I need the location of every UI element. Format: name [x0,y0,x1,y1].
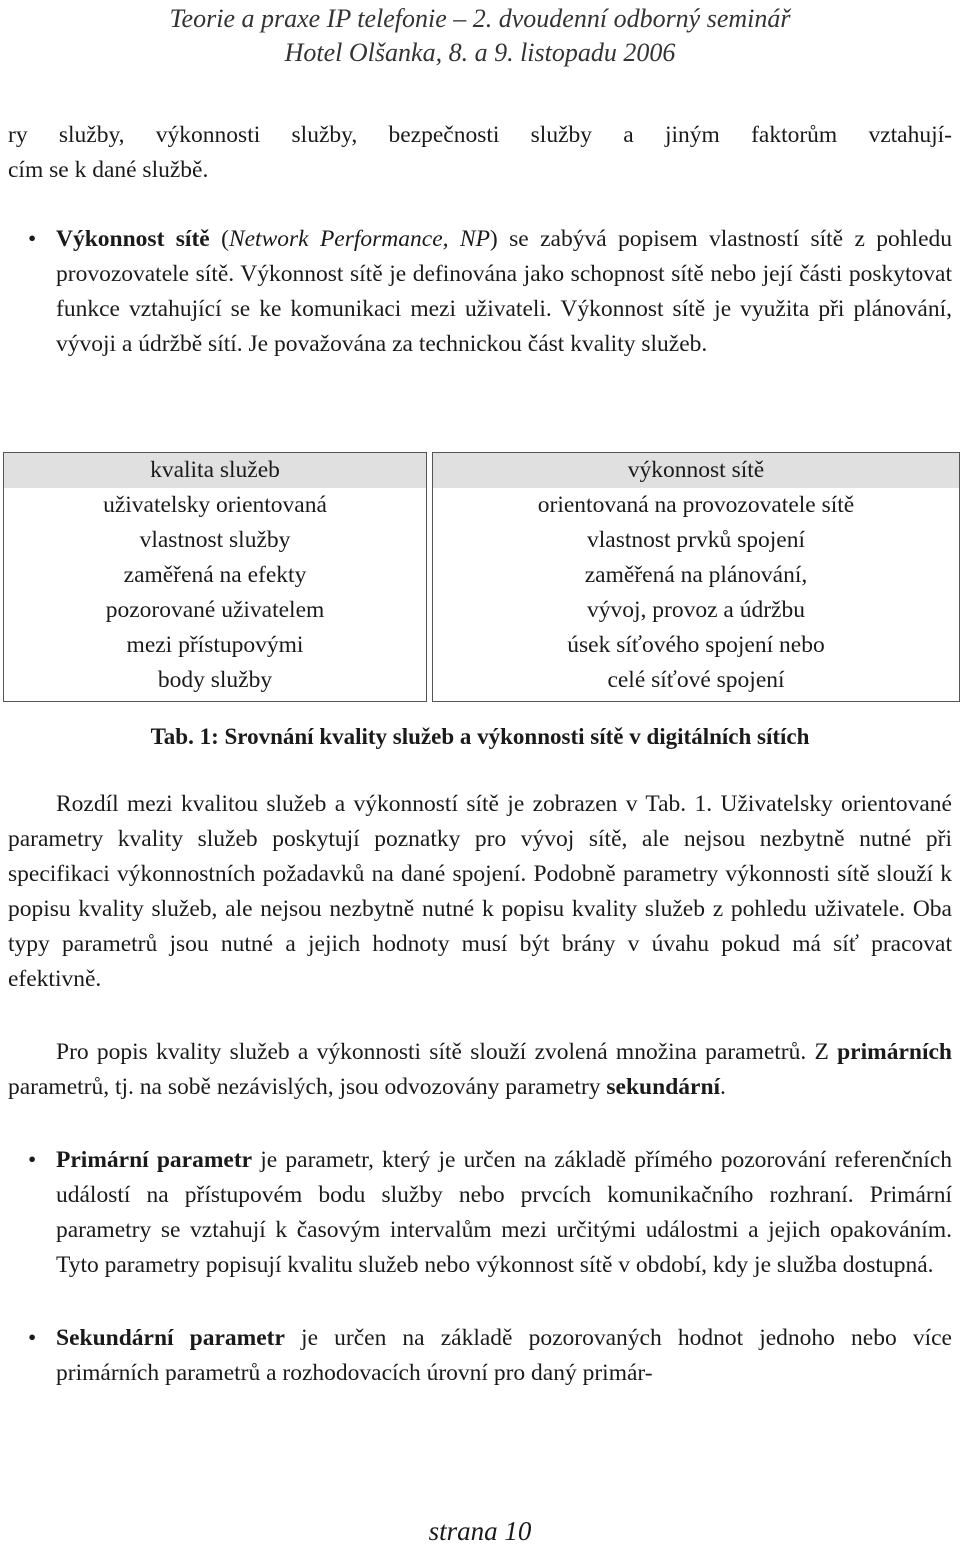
table-cell: kvalita služeb [4,453,426,488]
paragraph-difference: Rozdíl mezi kvalitou služeb a výkonností sítě je zobrazen v Tab. 1. Uživatelsky orientované parametry kvality služeb poskytují poznatky pro vývoj sítě, ale nejsou nezbytně nutné při specifikaci výkonnostních požadavků na dané spojení. Podobně parametry výkonnosti sítě slouží k popisu kvality služeb, ale nejsou nezbytně nutné k popisu kvality služeb z pohledu uživatele. Oba typy parametrů jsou nutné a jejich hodnoty musí být brány v úvahu pokud má síť pracovat efektivně. [8,791,952,992]
secondary-parameter-description: je určen na základě pozorovaných hodnot jednoho nebo více primárních parametrů a rozhodovacích úrovní pro daný primár- [56,1325,952,1386]
np-description: ) se zabývá popisem vlastností sítě z pohledu provozovatele sítě. Výkonnost sítě je definována jako schopnost sítě nebo její části poskytovat funkce vztahující se ke komunikaci mezi uživateli. Výkonnost sítě je využita při plánování, vývoji a údržbě sítí. Je považována za technickou část kvality služeb. [56,226,953,357]
table-cell: zaměřená na efekty [123,562,307,588]
table-cell: uživatelsky orientovaná [103,492,327,518]
table-cell: orientovaná na provozovatele sítě [537,492,855,518]
upper-text [8,118,952,362]
bullet-icon: • [28,1147,37,1173]
table-cell: výkonnost sítě [433,453,959,488]
term-secondary-parameter: Sekundární parametr [56,1325,285,1351]
table-cell: vývoj, provoz a údržbu [587,597,805,623]
term-secondary: sekundární [606,1074,721,1100]
table-cell: body služby [157,667,273,693]
table-cell: celé síťové spojení [607,667,785,693]
term-primary: primárních [837,1039,952,1065]
bullet-icon: • [28,1325,37,1351]
bullet-icon: • [28,226,37,252]
table-caption: Tab. 1: Srovnání kvality služeb a výkonnosti sítě v digitálních sítích [150,724,810,749]
bullet-network-performance: • Výkonnost sítě (Network Performance, NP) se zabývá popisem vlastností sítě z pohledu provozovatele sítě. Výkonnost sítě je definována jako schopnost sítě nebo její části poskytovat funkce vztahující se ke komunikaci mezi uživateli. Výkonnost sítě je využita při plánování, vývoji a údržbě sítí. Je považována za technickou část kvality služeb. [8,222,952,362]
paragraph-parameters: Pro popis kvality služeb a výkonnosti sítě slouží zvolená množina parametrů. Z primárních parametrů, tj. na sobě nezávislých, jsou odvozovány parametry sekundární. [8,1039,952,1100]
intro-line-2: cím se k dané službě. [8,157,209,183]
table-cell: mezi přístupovými [126,632,304,658]
intro-line-1: ry služby, výkonnosti služby, bezpečnosti služby a jiným faktorům vztahují- [8,122,952,148]
page-number: strana 10 [428,1516,532,1546]
term-np-english: Network Performance, NP [228,226,490,252]
table-column-service-quality [3,452,427,702]
table-column-network-performance [432,452,960,702]
primary-parameter-description: je parametr, který je určen na základě přímého pozorování referenčních událostí na přístupovém bodu služby nebo prvcích komunikačního rozhraní. Primární parametry se vztahují k časovým intervalům mezi určitými událostmi a jejich opakováním. Tyto parametry popisují kvalitu služeb nebo výkonnost sítě v období, kdy je služba dostupná. [56,1147,952,1278]
lower-text [8,787,952,1391]
header-line-2: Hotel Olšanka, 8. a 9. listopadu 2006 [284,38,676,67]
table-cell: vlastnost služby [139,527,291,553]
table-cell: úsek síťového spojení nebo [567,632,825,658]
term-network-performance: Výkonnost sítě [56,226,210,252]
term-primary-parameter: Primární parametr [56,1147,253,1173]
table-cell: vlastnost prvků spojení [586,527,806,553]
table-cell: pozorované uživatelem [105,597,325,623]
table-cell: zaměřená na plánování, [584,562,808,588]
bullet-primary-parameter [8,1143,952,1283]
bullet-secondary-parameter [8,1321,952,1391]
header-line-1: Teorie a praxe IP telefonie – 2. dvoudenní odborný seminář [169,4,791,33]
page-header [0,2,960,70]
